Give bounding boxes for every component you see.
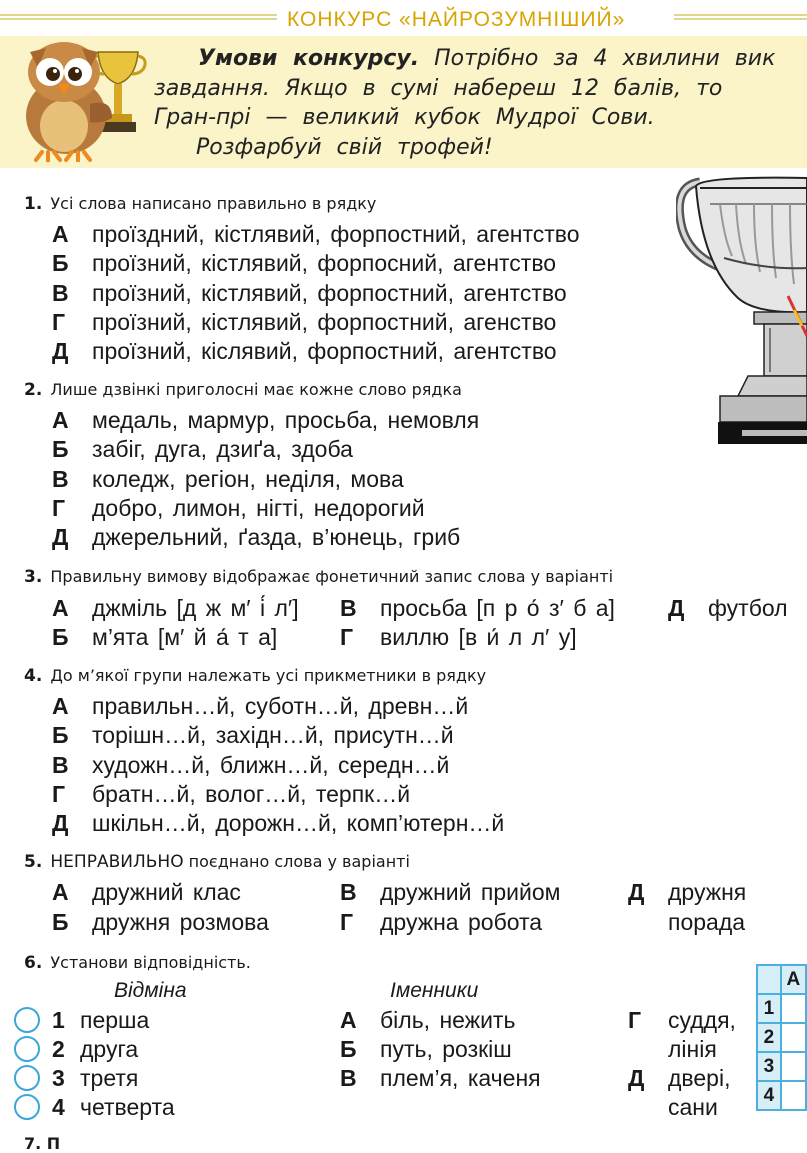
header-rule-right [674, 14, 807, 20]
q6-left-item-2: 2 друга [52, 1036, 139, 1062]
contest-title: КОНКУРС «НАЙРОЗУМНІШИЙ» [287, 8, 626, 31]
grid-cell-3a[interactable] [781, 1052, 806, 1081]
q6-answer-grid [756, 964, 807, 1111]
grid-cell-2a[interactable] [781, 1023, 806, 1052]
grid-cell-4a[interactable] [781, 1081, 806, 1110]
question-6: 6. Установи відповідність. [24, 953, 251, 973]
q5-option-b[interactable]: Б дружня розмова [52, 909, 269, 935]
q6-right-item-d: Д двері, [628, 1065, 731, 1091]
q6-answer-circle-3[interactable] [14, 1065, 40, 1091]
q2-option-d[interactable]: Д джерельний, ґазда, в’юнець, гриб [52, 524, 461, 550]
q2-option-b[interactable]: Б забіг, дуга, дзиґа, здоба [52, 436, 353, 462]
q3-option-h[interactable]: Г виллю [в и́ л л′ у] [340, 624, 577, 650]
q6-answer-circle-1[interactable] [14, 1007, 40, 1033]
q3-option-d[interactable]: Д футбол [668, 595, 788, 621]
grid-row-2: 2 [757, 1023, 781, 1052]
q2-option-v[interactable]: В коледж, регіон, неділя, мова [52, 466, 404, 492]
conditions-line-1: Умови конкурсу. Потрібно за 4 хвилини вик [198, 46, 776, 71]
q6-answer-circle-2[interactable] [14, 1036, 40, 1062]
question-7-partial: 7. П [24, 1134, 61, 1153]
q4-option-a[interactable]: А правильн…й, суботн…й, древн…й [52, 693, 469, 719]
q6-right-item-b: Б путь, розкіш [340, 1036, 512, 1062]
q5-option-a[interactable]: А дружний клас [52, 879, 241, 905]
q5-option-h[interactable]: Г дружна робота [340, 909, 543, 935]
question-5: 5. НЕПРАВИЛЬНО поєднано слова у варіанті [24, 852, 410, 872]
q6-right-item-h: Г суддя, [628, 1007, 736, 1033]
q6-right-item-v: В плем’я, каченя [340, 1065, 541, 1091]
q4-option-d[interactable]: Д шкільн…й, дорожн…й, комп’ютерн…й [52, 810, 505, 836]
q3-option-a[interactable]: А джміль [д ж м′ і́ л′] [52, 595, 299, 621]
q6-left-item-1: 1 перша [52, 1007, 150, 1033]
q6-left-item-3: 3 третя [52, 1065, 139, 1091]
q5-option-v[interactable]: В дружний прийом [340, 879, 561, 905]
q1-option-v[interactable]: В проїзний, кістлявий, форпостний, агентство [52, 280, 567, 306]
grid-row-1: 1 [757, 994, 781, 1023]
q4-option-v[interactable]: В художн…й, ближн…й, середн…й [52, 752, 450, 778]
q6-right-column-heading: Іменники [390, 979, 479, 1002]
q4-option-h[interactable]: Г братн…й, волог…й, терпк…й [52, 781, 411, 807]
q5-option-d-line2: порада [668, 909, 746, 935]
conditions-bold-label: Умови конкурсу. [198, 46, 420, 71]
q3-option-v[interactable]: В просьба [п р о́ з′ б а] [340, 595, 615, 621]
conditions-line-2: завдання. Якщо в сумі набереш 12 балів, то [154, 76, 723, 101]
question-3: 3. Правильну вимову відображає фонетичний запис слова у варіанті [24, 567, 614, 587]
question-2: 2. Лише дзвінкі приголосні має кожне слово рядка [24, 380, 462, 400]
grid-corner-cell [757, 965, 781, 994]
q3-option-b[interactable]: Б м’ята [м′ й а́ т а] [52, 624, 278, 650]
question-1: 1. Усі слова написано правильно в рядку [24, 194, 377, 214]
q6-left-column-heading: Відміна [114, 979, 187, 1002]
q5-option-d[interactable]: Д дружня [628, 879, 747, 905]
grid-row-3: 3 [757, 1052, 781, 1081]
question-4: 4. До м’якої групи належать усі прикметники в рядку [24, 666, 487, 686]
q6-right-item-h-line2: лінія [668, 1036, 717, 1062]
q1-option-h[interactable]: Г проїзний, кістлявий, форпостний, агенство [52, 309, 557, 335]
q6-answer-circle-4[interactable] [14, 1094, 40, 1120]
q2-option-h[interactable]: Г добро, лимон, нігті, недорогий [52, 495, 425, 521]
grid-header-a: А [781, 965, 806, 994]
q2-option-a[interactable]: А медаль, мармур, просьба, немовля [52, 407, 480, 433]
q1-option-d[interactable]: Д проїзний, кіслявий, форпостний, агентство [52, 338, 557, 364]
q1-option-a[interactable]: А проїздний, кістлявий, форпостний, агентство [52, 221, 580, 247]
q1-option-b[interactable]: Б проїзний, кістлявий, форпосний, агентство [52, 250, 557, 276]
owl-with-cup-illustration [8, 34, 154, 162]
q6-right-item-d-line2: сани [668, 1094, 718, 1120]
header-rule-left [0, 14, 277, 20]
q6-right-item-a: А біль, нежить [340, 1007, 516, 1033]
q4-option-b[interactable]: Б торішн…й, західн…й, присутн…й [52, 722, 454, 748]
q6-left-item-4: 4 четверта [52, 1094, 175, 1120]
conditions-line-4: Розфарбуй свій трофей! [196, 135, 493, 160]
grid-row-4: 4 [757, 1081, 781, 1110]
conditions-line-3: Гран-прі — великий кубок Мудрої Сови. [154, 105, 655, 130]
grid-cell-1a[interactable] [781, 994, 806, 1023]
trophy-illustration [676, 172, 807, 447]
